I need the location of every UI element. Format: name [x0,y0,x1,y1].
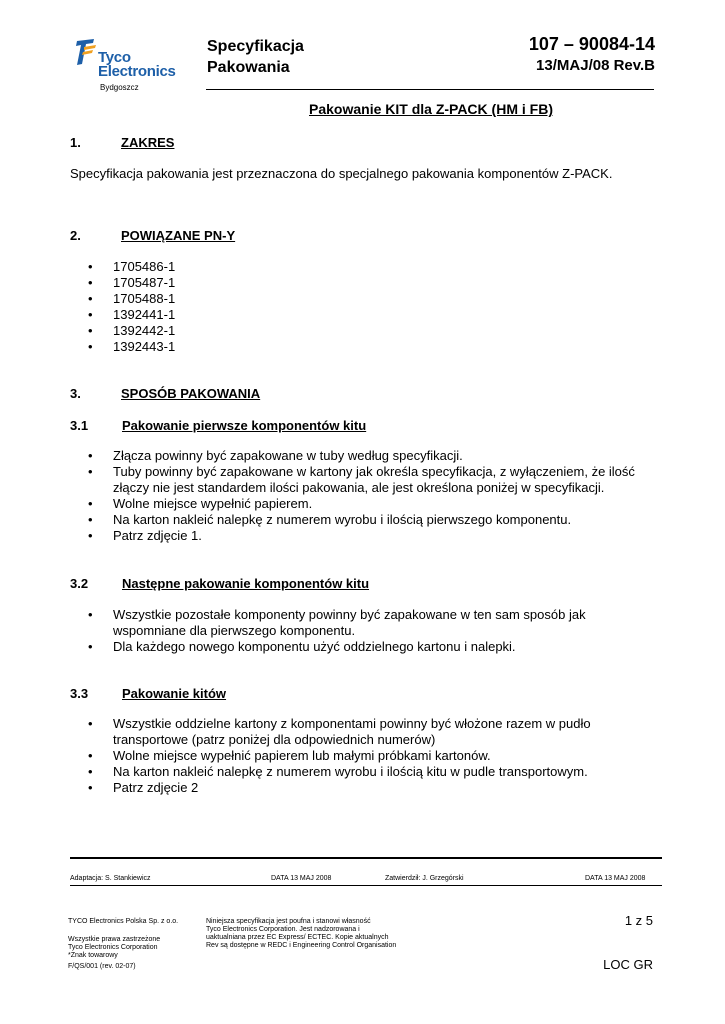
list-item: • Wolne miejsce wypełnić papierem. [88,496,658,512]
section-3-2-list [88,607,643,655]
list-item: • 1392443-1 [88,339,588,355]
doc-number: 107 – 90084-14 [528,34,655,54]
header-title [207,36,304,78]
header-title-line1: Specyfikacja [207,38,304,55]
footer-confidential-note [206,918,396,950]
section-3-2-number: 3.2 [70,576,89,591]
list-item: • Wszystkie oddzielne kartony z komponentami powinny być włożone razem w pudło transportowe (patrz poniżej dla odpowiednich numerów) [88,716,608,748]
footer-rights-line3: *Znak towarowy [68,952,118,959]
footer-approved: Zatwierdził: J. Grzegórski [385,875,464,882]
section-2-title: POWIĄZANE PN-Y [121,228,236,243]
footer-rights-line1: Wszystkie prawa zastrzeżone [68,936,161,943]
footer-date-1: DATA 13 MAJ 2008 [271,875,332,882]
page-number: 1 z 5 [624,913,653,928]
list-item: • Patrz zdjęcie 1. [88,528,658,544]
list-item: • Na karton nakleić nalepkę z numerem wyrobu i ilością pierwszego komponentu. [88,512,658,528]
header-title-line2: Pakowania [207,59,290,76]
logo-text-line1: Tyco [98,49,131,66]
footer-rights-line2: Tyco Electronics Corporation [68,944,158,951]
location: Bydgoszcz [100,83,139,92]
loc-code: LOC GR [603,957,653,972]
list-item: • Tuby powinny być zapakowane w kartony jak określa specyfikacja, z wyłączeniem, że ilość złączy nie jest standardem ilości pakowania, ale jest określona poniżej w specyfikacji. [88,464,658,496]
footer-company: TYCO Electronics Polska Sp. z o.o. [68,918,179,925]
section-2-number: 2. [70,228,81,243]
section-3-3-number: 3.3 [70,686,89,701]
section-3-1-number: 3.1 [70,418,89,433]
logo-text-line2: Electronics [98,63,176,80]
list-item: • 1392442-1 [88,323,588,339]
footer-note-line3: uaktualniana przez EC Express/ ECTEC. Kopie aktualnych [206,934,389,941]
list-item: • Dla każdego nowego komponentu użyć oddzielnego kartonu i nalepki. [88,639,643,655]
footer-note-line4: Rev są dostępne w REDC i Engineering Control Organisation [206,942,397,949]
document-title: Pakowanie KIT dla Z-PACK (HM i FB) [309,101,553,117]
section-3-1-title: Pakowanie pierwsze komponentów kitu [122,418,367,433]
list-item: • Wszystkie pozostałe komponenty powinny być zapakowane w ten sam sposób jak wspomniane dla pierwszego komponentu. [88,607,643,639]
section-1-text: Specyfikacja pakowania jest przeznaczona do specjalnego pakowania komponentów Z-PACK. [70,166,613,181]
company-logo [70,36,190,96]
list-item: • 1705488-1 [88,291,588,307]
footer-divider-bottom [70,885,662,886]
section-3-title: SPOSÓB PAKOWANIA [121,386,261,401]
section-3-1-list [88,448,658,544]
doc-date-rev: 13/MAJ/08 Rev.B [536,57,655,74]
section-1-number: 1. [70,135,81,150]
list-item: • 1705487-1 [88,275,588,291]
list-item: • 1392441-1 [88,307,588,323]
footer-form-code: F/QS/001 (rev. 02-07) [68,963,136,970]
footer-note-line2: Tyco Electronics Corporation. Jest nadzorowana i [206,926,360,933]
tyco-logo-icon [74,38,100,66]
list-item: • Złącza powinny być zapakowane w tuby według specyfikacji. [88,448,658,464]
part-number-list [88,259,588,355]
section-3-number: 3. [70,386,81,401]
footer-adaptation: Adaptacja: S. Stankiewicz [70,875,151,882]
section-1-title: ZAKRES [121,135,175,150]
footer-divider-top [70,857,662,859]
footer-note-line1: Niniejsza specyfikacja jest poufna i stanowi własność [206,918,371,925]
footer-rights [68,936,160,960]
header-divider [206,89,654,90]
section-3-2-title: Następne pakowanie komponentów kitu [122,576,370,591]
section-3-3-list [88,716,608,796]
section-3-3-title: Pakowanie kitów [122,686,227,701]
list-item: • Patrz zdjęcie 2 [88,780,608,796]
list-item: • Wolne miejsce wypełnić papierem lub małymi próbkami kartonów. [88,748,608,764]
list-item: • Na karton nakleić nalepkę z numerem wyrobu i ilością kitu w pudle transportowym. [88,764,608,780]
list-item: • 1705486-1 [88,259,588,275]
footer-date-2: DATA 13 MAJ 2008 [585,875,646,882]
